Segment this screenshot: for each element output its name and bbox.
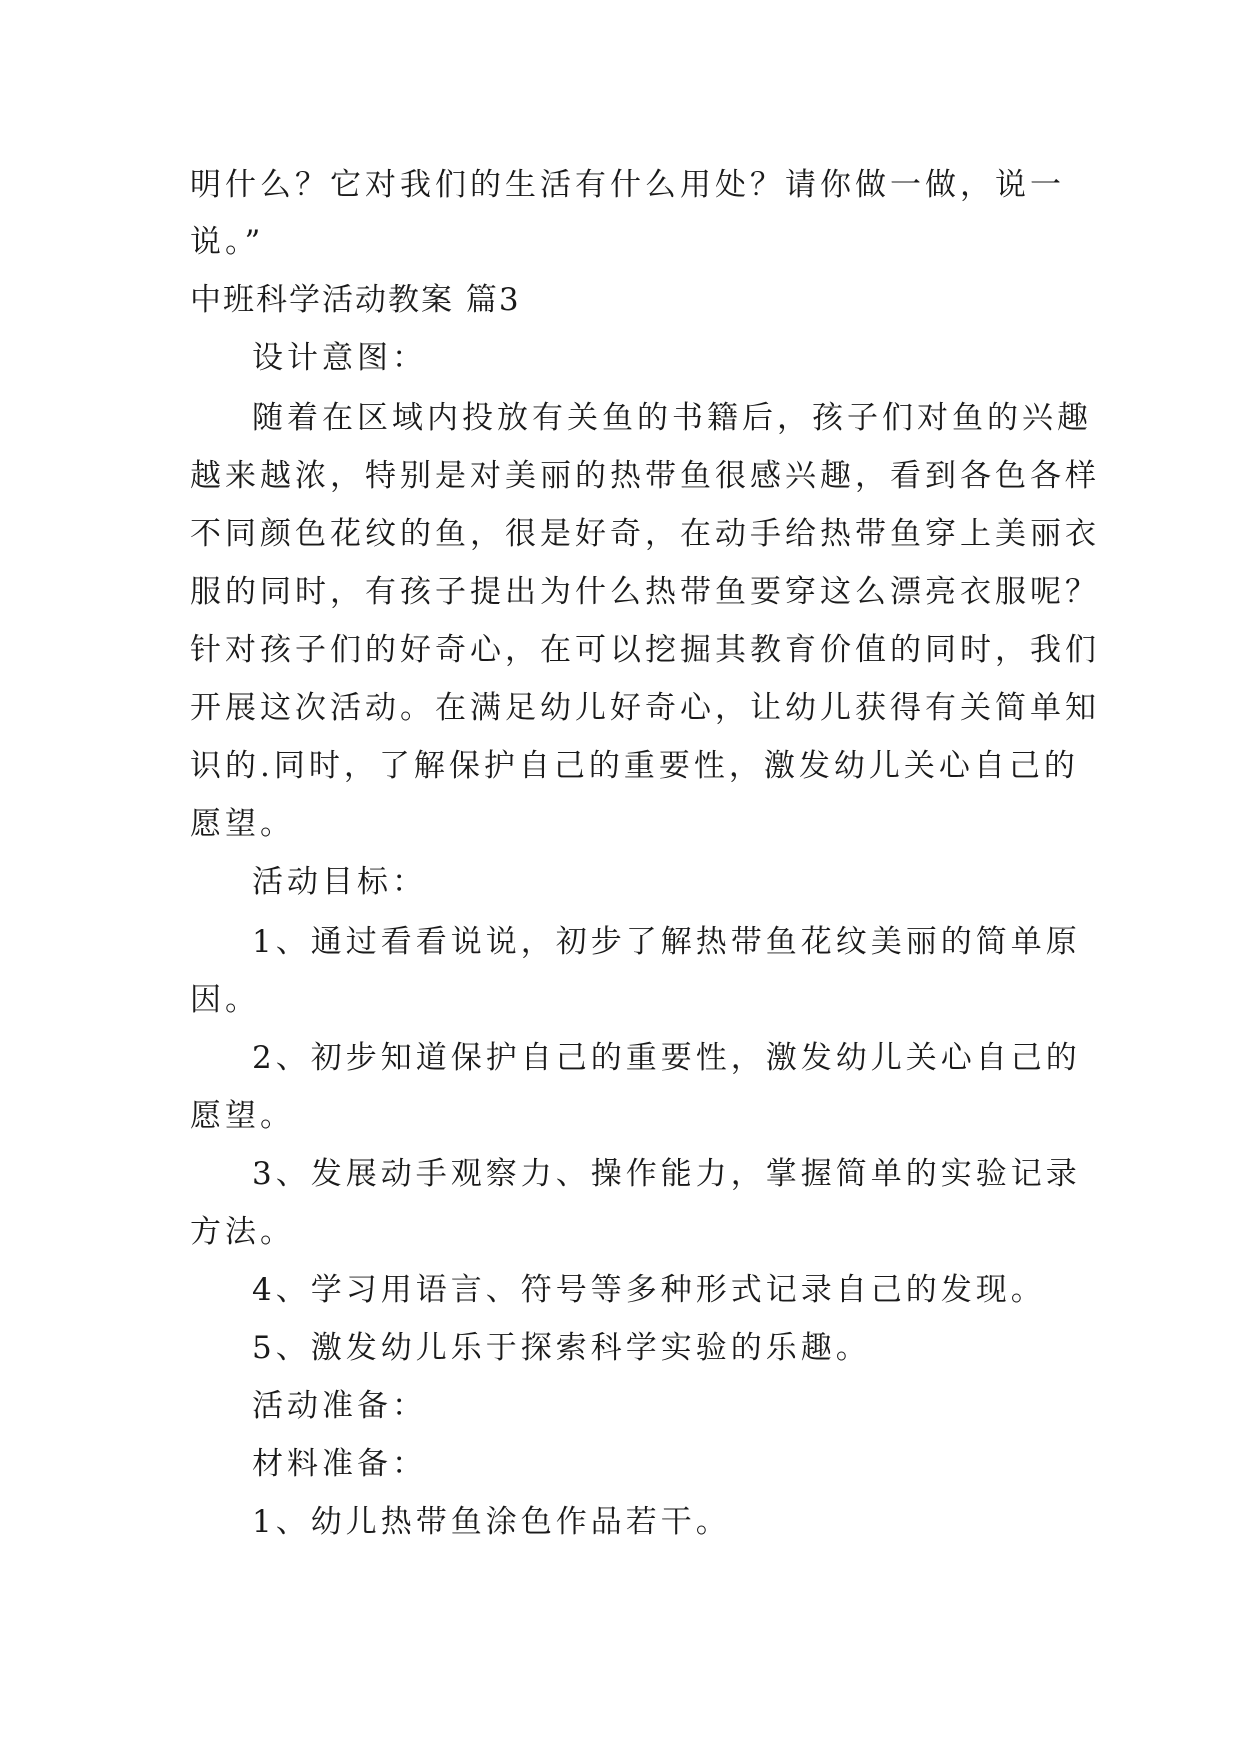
text-line: 愿望。 xyxy=(190,806,295,842)
text-line: 开展这次活动。在满足幼儿好奇心，让幼儿获得有关简单知 xyxy=(190,690,1100,726)
text-line: 越来越浓，特别是对美丽的热带鱼很感兴趣，看到各色各样 xyxy=(190,458,1100,494)
list-item: 4、学习用语言、符号等多种形式记录自己的发现。 xyxy=(252,1272,1046,1308)
subheading-activity-goals: 活动目标： xyxy=(252,864,427,900)
text-line: 识的.同时，了解保护自己的重要性，激发幼儿关心自己的 xyxy=(190,748,1079,784)
subheading-design-intent: 设计意图： xyxy=(252,340,427,376)
text-line: 服的同时，有孩子提出为什么热带鱼要穿这么漂亮衣服呢？ xyxy=(190,574,1100,610)
text-line: 说。” xyxy=(190,224,265,260)
list-item: 3、发展动手观察力、操作能力，掌握简单的实验记录 xyxy=(252,1156,1081,1192)
subheading-material-prep: 材料准备： xyxy=(252,1446,427,1482)
subheading-activity-prep: 活动准备： xyxy=(252,1388,427,1424)
text-line: 愿望。 xyxy=(190,1098,295,1134)
list-item: 1、通过看看说说，初步了解热带鱼花纹美丽的简单原 xyxy=(252,924,1081,960)
text-line: 针对孩子们的好奇心，在可以挖掘其教育价值的同时，我们 xyxy=(190,632,1100,668)
text-line: 明什么？它对我们的生活有什么用处？请你做一做，说一 xyxy=(190,167,1065,203)
text-line: 因。 xyxy=(190,982,260,1018)
text-line: 不同颜色花纹的鱼，很是好奇，在动手给热带鱼穿上美丽衣 xyxy=(190,516,1100,552)
text-line: 随着在区域内投放有关鱼的书籍后，孩子们对鱼的兴趣 xyxy=(252,400,1092,436)
list-item: 2、初步知道保护自己的重要性，激发幼儿关心自己的 xyxy=(252,1040,1081,1076)
section-heading: 中班科学活动教案 篇3 xyxy=(190,282,521,318)
list-item: 5、激发幼儿乐于探索科学实验的乐趣。 xyxy=(252,1330,871,1366)
text-line: 方法。 xyxy=(190,1214,295,1250)
list-item: 1、幼儿热带鱼涂色作品若干。 xyxy=(252,1504,731,1540)
